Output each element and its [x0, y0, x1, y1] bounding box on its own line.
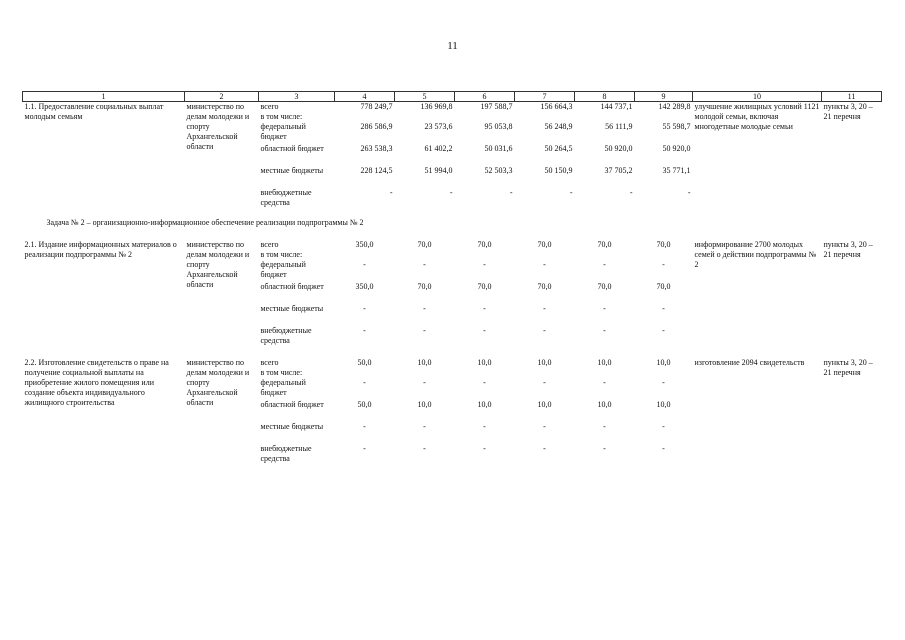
measure-reference: пункты 3, 20 – 21 перечня	[823, 358, 873, 377]
funding-value-cell	[575, 250, 635, 260]
funding-value-cell	[635, 368, 693, 378]
funding-value-cell: -	[423, 326, 426, 335]
funding-value-cell: -	[687, 188, 691, 197]
funding-value-cell	[335, 250, 395, 260]
funding-value-cell: 70,0	[477, 282, 492, 291]
funding-value-cell	[635, 112, 693, 122]
funding-value-cell: -	[543, 304, 546, 313]
funding-value-cell: 95 053,8	[484, 122, 513, 131]
funding-value-cell: 70,0	[537, 282, 552, 291]
funding-value-cell: -	[543, 260, 546, 269]
funding-source-label: федеральный бюджет	[260, 122, 306, 141]
funding-value-cell: 51 994,0	[424, 166, 453, 175]
funding-value-cell: 136 969,8	[420, 102, 453, 111]
measure-executor: министерство по делам молодежи и спорту Архангельской области	[186, 240, 250, 289]
funding-value-cell: -	[363, 422, 366, 431]
funding-value-cell: -	[543, 378, 546, 387]
funding-value-cell: 10,0	[537, 358, 552, 367]
funding-value-cell: -	[363, 326, 366, 335]
column-number-cell: 4	[335, 92, 395, 102]
funding-value-cell	[455, 368, 515, 378]
measure-name: 2.1. Издание информационных материалов о реализации подпрограммы № 2	[24, 240, 177, 259]
funding-value-cell: 263 538,3	[360, 144, 393, 153]
funding-value-cell: 10,0	[597, 400, 612, 409]
funding-value-cell: 70,0	[597, 240, 612, 249]
funding-value-cell	[395, 250, 455, 260]
funding-value-cell: 70,0	[537, 240, 552, 249]
page-number: 11	[447, 40, 458, 52]
funding-value-cell: 10,0	[656, 400, 671, 409]
funding-value-cell: 156 664,3	[540, 102, 573, 111]
funding-value-cell: -	[449, 188, 453, 197]
program-table	[22, 91, 882, 466]
task-title: Задача № 2 – организационно-информационное обеспечение реализации подпрограммы № 2	[46, 218, 364, 227]
funding-value-cell: -	[603, 422, 606, 431]
funding-value-cell: -	[483, 326, 486, 335]
funding-value-cell	[515, 250, 575, 260]
column-number-cell: 9	[635, 92, 693, 102]
funding-source-label: местные бюджеты	[260, 422, 324, 431]
funding-value-cell: -	[662, 260, 665, 269]
funding-source-label: внебюджетные средства	[260, 444, 312, 463]
column-number-cell: 2	[185, 92, 259, 102]
funding-value-cell: -	[483, 260, 486, 269]
funding-value-cell: -	[662, 378, 665, 387]
funding-value-cell: -	[363, 378, 366, 387]
funding-value-cell: 50 031,6	[484, 144, 513, 153]
funding-value-cell: 61 402,2	[424, 144, 453, 153]
funding-value-cell: 286 586,9	[360, 122, 393, 131]
funding-value-cell: 56 248,9	[544, 122, 573, 131]
funding-value-cell: -	[509, 188, 513, 197]
funding-value-cell: 70,0	[417, 240, 432, 249]
column-number-cell: 10	[693, 92, 822, 102]
funding-source-label: в том числе:	[260, 112, 303, 121]
funding-value-cell: -	[629, 188, 633, 197]
funding-value-cell: -	[363, 260, 366, 269]
funding-value-cell: -	[483, 444, 486, 453]
funding-value-cell: -	[483, 422, 486, 431]
funding-source-label: всего	[260, 358, 279, 367]
measure-result: информирование 2700 молодых семей о действии подпрограммы № 2	[694, 240, 817, 269]
funding-value-cell: -	[603, 444, 606, 453]
funding-value-cell: 52 503,3	[484, 166, 513, 175]
funding-value-cell: 70,0	[597, 282, 612, 291]
funding-source-label: внебюджетные средства	[260, 188, 312, 207]
funding-value-cell: 70,0	[656, 240, 671, 249]
column-number-cell: 7	[515, 92, 575, 102]
funding-value-cell: 10,0	[656, 358, 671, 367]
funding-source-label: внебюджетные средства	[260, 326, 312, 345]
funding-value-cell: 70,0	[477, 240, 492, 249]
funding-value-cell: 35 771,1	[662, 166, 691, 175]
funding-value-cell: -	[363, 304, 366, 313]
funding-value-cell: -	[603, 326, 606, 335]
funding-source-label: федеральный бюджет	[260, 378, 306, 397]
funding-value-cell: 144 737,1	[600, 102, 633, 111]
funding-value-cell: -	[389, 188, 393, 197]
funding-value-cell: 10,0	[417, 400, 432, 409]
funding-value-cell: -	[569, 188, 573, 197]
funding-value-cell: 50 264,5	[544, 144, 573, 153]
funding-value-cell: 50 150,9	[544, 166, 573, 175]
funding-value-cell: 10,0	[597, 358, 612, 367]
funding-value-cell: 350,0	[355, 240, 374, 249]
funding-value-cell: 50,0	[357, 358, 372, 367]
funding-value-cell: 55 598,7	[662, 122, 691, 131]
funding-source-label: областной бюджет	[260, 144, 324, 153]
funding-value-cell: -	[483, 304, 486, 313]
measure-name: 2.2. Изготовление свидетельств о праве на получение социальной выплаты на приобретение жилого помещения или создание объекта индивидуального жилищного строительства	[24, 358, 169, 407]
funding-source-label: в том числе:	[260, 250, 303, 259]
funding-value-cell: -	[603, 378, 606, 387]
funding-value-cell: -	[543, 326, 546, 335]
task-row	[23, 210, 882, 240]
funding-value-cell: -	[543, 444, 546, 453]
funding-value-cell: 10,0	[477, 358, 492, 367]
measure-reference: пункты 3, 20 – 21 перечня	[823, 240, 873, 259]
funding-value-cell: -	[603, 260, 606, 269]
spacer-row	[23, 348, 882, 358]
funding-value-cell: 350,0	[355, 282, 374, 291]
measure-name: 1.1. Предоставление социальных выплат молодым семьям	[24, 102, 164, 121]
funding-row-total	[23, 240, 882, 250]
measure-executor: министерство по делам молодежи и спорту Архангельской области	[186, 358, 250, 407]
measure-result: улучшение жилищных условий 1121 молодой семьи, включая многодетные молодые семьи	[694, 102, 820, 131]
funding-value-cell	[515, 112, 575, 122]
funding-value-cell: 10,0	[537, 400, 552, 409]
column-number-cell: 8	[575, 92, 635, 102]
funding-row-total	[23, 358, 882, 368]
funding-value-cell: -	[423, 422, 426, 431]
funding-value-cell: -	[662, 444, 665, 453]
column-number-cell: 5	[395, 92, 455, 102]
funding-source-label: всего	[260, 240, 279, 249]
funding-value-cell	[335, 112, 395, 122]
funding-source-label: всего	[260, 102, 279, 111]
funding-value-cell: 70,0	[656, 282, 671, 291]
funding-value-cell: 56 111,9	[605, 122, 633, 131]
funding-value-cell: 10,0	[417, 358, 432, 367]
funding-source-label: местные бюджеты	[260, 304, 324, 313]
column-number-cell: 3	[259, 92, 335, 102]
funding-value-cell: 10,0	[477, 400, 492, 409]
funding-source-label: в том числе:	[260, 368, 303, 377]
funding-value-cell	[335, 368, 395, 378]
funding-value-cell: -	[662, 422, 665, 431]
funding-value-cell: -	[423, 378, 426, 387]
funding-value-cell: 778 249,7	[360, 102, 393, 111]
funding-value-cell: -	[423, 304, 426, 313]
funding-value-cell	[395, 112, 455, 122]
funding-value-cell: 228 124,5	[360, 166, 393, 175]
funding-value-cell: -	[543, 422, 546, 431]
funding-value-cell	[575, 368, 635, 378]
funding-value-cell	[455, 112, 515, 122]
spacer-cell	[23, 348, 882, 358]
column-number-cell: 11	[822, 92, 882, 102]
column-number-row	[23, 92, 882, 102]
funding-value-cell	[575, 112, 635, 122]
funding-value-cell: 70,0	[417, 282, 432, 291]
funding-value-cell: 50 920,0	[662, 144, 691, 153]
funding-value-cell: -	[662, 326, 665, 335]
funding-value-cell: 142 289,8	[658, 102, 691, 111]
funding-value-cell	[515, 368, 575, 378]
funding-source-label: местные бюджеты	[260, 166, 324, 175]
funding-value-cell: 23 573,6	[424, 122, 453, 131]
column-number-cell: 1	[23, 92, 185, 102]
funding-value-cell: -	[423, 444, 426, 453]
funding-value-cell: -	[603, 304, 606, 313]
funding-value-cell: -	[423, 260, 426, 269]
funding-source-label: областной бюджет	[260, 400, 324, 409]
funding-row-total	[23, 102, 882, 113]
funding-value-cell: -	[483, 378, 486, 387]
funding-value-cell	[395, 368, 455, 378]
funding-value-cell: -	[662, 304, 665, 313]
measure-executor: министерство по делам молодежи и спорту Архангельской области	[186, 102, 250, 151]
funding-value-cell: 50,0	[357, 400, 372, 409]
measure-result: изготовление 2094 свидетельств	[694, 358, 805, 367]
funding-source-label: областной бюджет	[260, 282, 324, 291]
funding-value-cell: 50 920,0	[604, 144, 633, 153]
column-number-cell: 6	[455, 92, 515, 102]
funding-value-cell: 197 588,7	[480, 102, 513, 111]
funding-value-cell: 37 705,2	[604, 166, 633, 175]
funding-source-label: федеральный бюджет	[260, 260, 306, 279]
funding-value-cell: -	[363, 444, 366, 453]
funding-value-cell	[635, 250, 693, 260]
measure-reference: пункты 3, 20 – 21 перечня	[823, 102, 873, 121]
funding-value-cell	[455, 250, 515, 260]
